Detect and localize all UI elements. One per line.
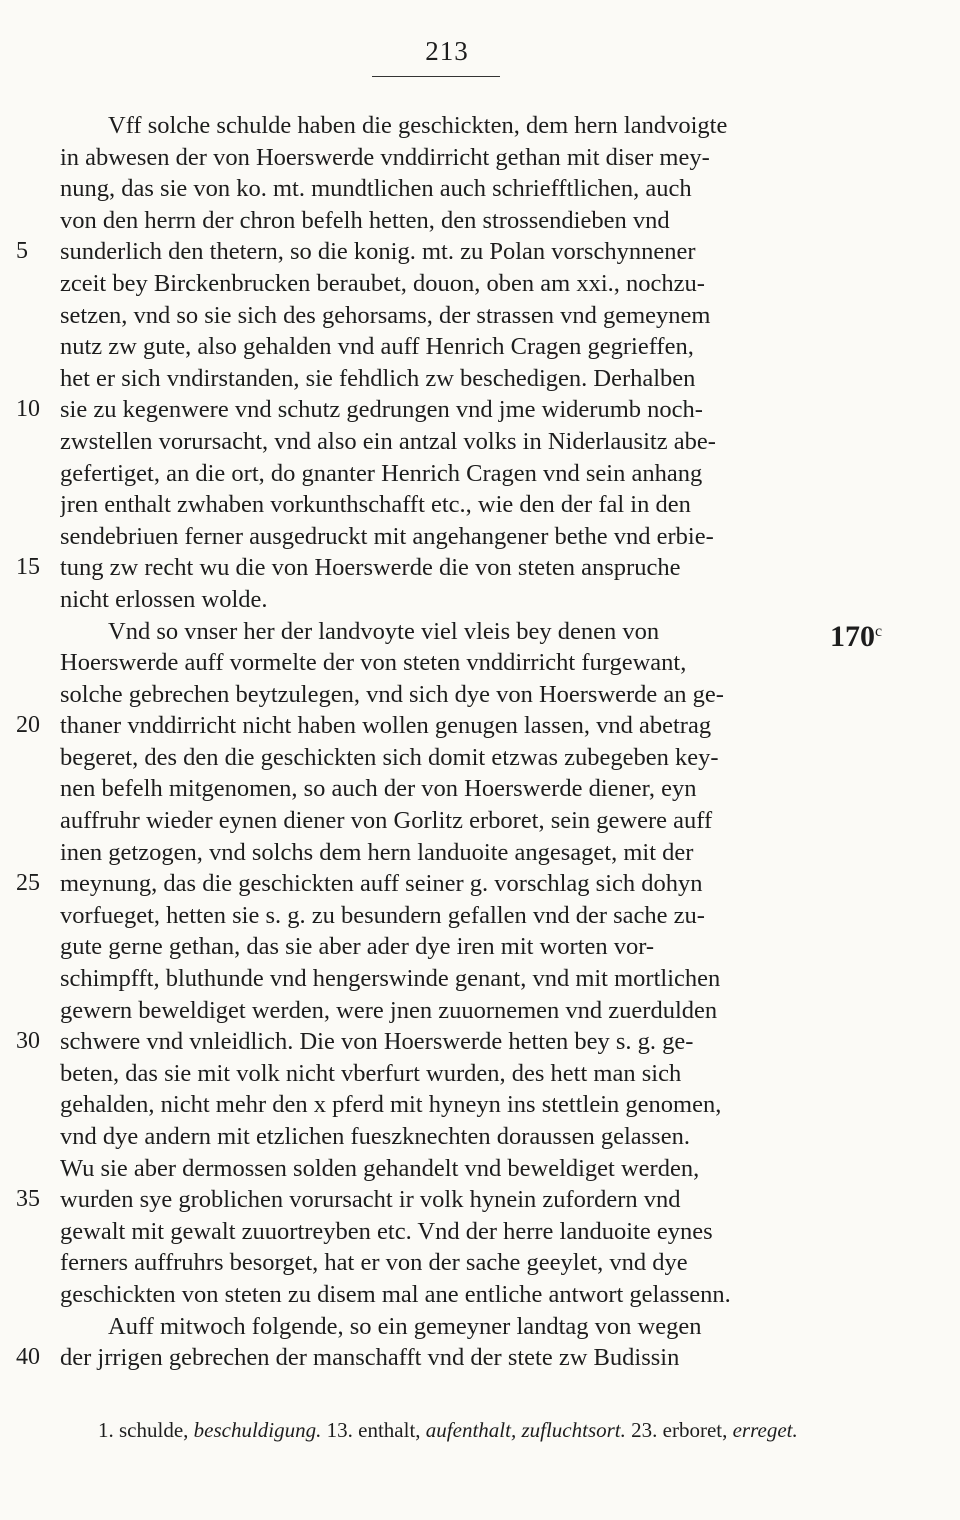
text-line: sie zu kegenwere vnd schutz gedrungen vnd jme widerumb noch- [60, 396, 703, 424]
footnote-gloss: beschuldigung. [193, 1418, 322, 1442]
footnote [98, 1418, 327, 1442]
text-line: jren enthalt zwhaben vorkunthschafft etc., wie den der fal in den [60, 491, 691, 519]
footnote-gloss: aufenthalt, zufluchtsort. [425, 1418, 626, 1442]
marginal-note-number: 170 [830, 620, 875, 653]
text-line: Vnd so vnser her der landvoyte viel vleis bey denen von [108, 617, 660, 645]
text-line: schimpfft, bluthunde vnd hengerswinde genant, vnd mit mortlichen [60, 965, 721, 993]
text-line: wurden sye groblichen vorursacht ir volk hynein zufordern vnd [60, 1186, 681, 1214]
text-line: nicht erlossen wolde. [60, 585, 268, 613]
text-line: gute gerne gethan, das sie aber ader dye iren mit worten vor- [60, 933, 655, 961]
footnote-word: erboret, [662, 1418, 728, 1442]
text-line: beten, das sie mit volk nicht vberfurt wurden, des hett man sich [60, 1059, 682, 1087]
line-number: 5 [16, 238, 28, 265]
text-line: tung zw recht wu die von Hoerswerde die von steten anspruche [60, 554, 681, 582]
text-line: geschickten von steten zu disem mal ane entliche antwort gelassenn. [60, 1280, 731, 1308]
line-number: 25 [16, 870, 40, 897]
text-line: setzen, vnd so sie sich des gehorsams, der strassen vnd gemeynem [60, 301, 711, 329]
text-line: Hoerswerde auff vormelte der von steten vnddirricht furgewant, [60, 649, 687, 677]
line-number: 35 [16, 1186, 40, 1213]
text-line: meynung, das die geschickten auff seiner g. vorschlag sich dohyn [60, 870, 703, 898]
text-line: der jrrigen gebrechen der manschafft vnd der stete zw Budissin [60, 1344, 680, 1372]
text-line: nen befelh mitgenomen, so auch der von Hoerswerde diener, eyn [60, 775, 697, 803]
text-line: auffruhr wieder eynen diener von Gorlitz erboret, sein gewere auff [60, 807, 713, 835]
footnote-gloss: erreget. [732, 1418, 798, 1442]
marginal-note [830, 620, 882, 654]
text-line: zceit bey Birckenbrucken beraubet, douon, oben am xxi., nochzu- [60, 269, 705, 297]
footnote [631, 1418, 798, 1442]
text-line: het er sich vndirstanden, sie fehdlich zw beschedigen. Derhalben [60, 364, 696, 392]
text-line: inen getzogen, vnd solchs dem hern landuoite angesaget, mit der [60, 838, 694, 866]
text-line: sendebriuen ferner ausgedruckt mit angehangener bethe vnd erbie- [60, 522, 714, 550]
text-line: von den herrn der chron befelh hetten, den strossendieben vnd [60, 206, 670, 234]
text-line: Auff mitwoch folgende, so ein gemeyner landtag von wegen [108, 1312, 702, 1340]
text-line: ferners auffruhrs besorget, hat er von der sache geeylet, vnd dye [60, 1249, 688, 1277]
text-line: solche gebrechen beytzulegen, vnd sich dye von Hoerswerde an ge- [60, 680, 724, 708]
text-line: gewalt mit gewalt zuuortreyben etc. Vnd der herre landuoite eynes [60, 1217, 713, 1245]
footnote-word: enthalt, [358, 1418, 421, 1442]
footnote [327, 1418, 632, 1442]
text-line: gewern beweldiget werden, were jnen zuuornemen vnd zuerdulden [60, 996, 718, 1024]
marginal-note-letter: c [875, 623, 883, 640]
footnote-number: 23. [631, 1418, 658, 1442]
text-line: gefertiget, an die ort, do gnanter Henrich Cragen vnd sein anhang [60, 459, 703, 487]
footnote-number: 13. [326, 1418, 353, 1442]
text-line: vnd dye andern mit etzlichen fueszknechten doraussen gelassen. [60, 1123, 690, 1150]
text-line: Vff solche schulde haben die geschickten, dem hern landvoigte [108, 112, 728, 139]
text-line: Wu sie aber dermossen solden gehandelt vnd beweldiget werden, [60, 1154, 700, 1182]
page-number: 213 [425, 36, 469, 66]
text-line: in abwesen der von Hoerswerde vnddirricht gethan mit diser mey- [60, 143, 710, 171]
text-line: thaner vnddirricht nicht haben wollen genugen lassen, vnd abetrag [60, 712, 712, 740]
line-number: 40 [16, 1344, 40, 1371]
text-line: vorfueget, hetten sie s. g. zu besundern gefallen vnd der sache zu- [60, 901, 705, 929]
text-line: gehalden, nicht mehr den x pferd mit hyneyn ins stettlein genomen, [60, 1091, 722, 1119]
footnote-word: schulde, [119, 1418, 189, 1442]
line-number: 30 [16, 1028, 40, 1055]
line-number: 15 [16, 554, 40, 581]
footnote-number: 1. [98, 1418, 114, 1442]
text-line: zwstellen vorursacht, vnd also ein antzal volks in Niderlausitz abe- [60, 427, 716, 455]
text-line: begeret, des den die geschickten sich domit etzwas zubegeben key- [60, 743, 719, 771]
header-rule [372, 76, 500, 77]
text-line: nutz zw gute, also gehalden vnd auff Henrich Cragen gegrieffen, [60, 333, 694, 361]
text-line: schwere vnd vnleidlich. Die von Hoerswerde hetten bey s. g. ge- [60, 1028, 694, 1056]
body-text [60, 110, 815, 1374]
footnotes [98, 1418, 838, 1443]
line-number: 10 [16, 396, 40, 423]
line-number: 20 [16, 712, 40, 739]
text-line: sunderlich den thetern, so die konig. mt. zu Polan vorschynnener [60, 238, 696, 266]
text-line: nung, das sie von ko. mt. mundtlichen auch schriefftlichen, auch [60, 175, 692, 203]
